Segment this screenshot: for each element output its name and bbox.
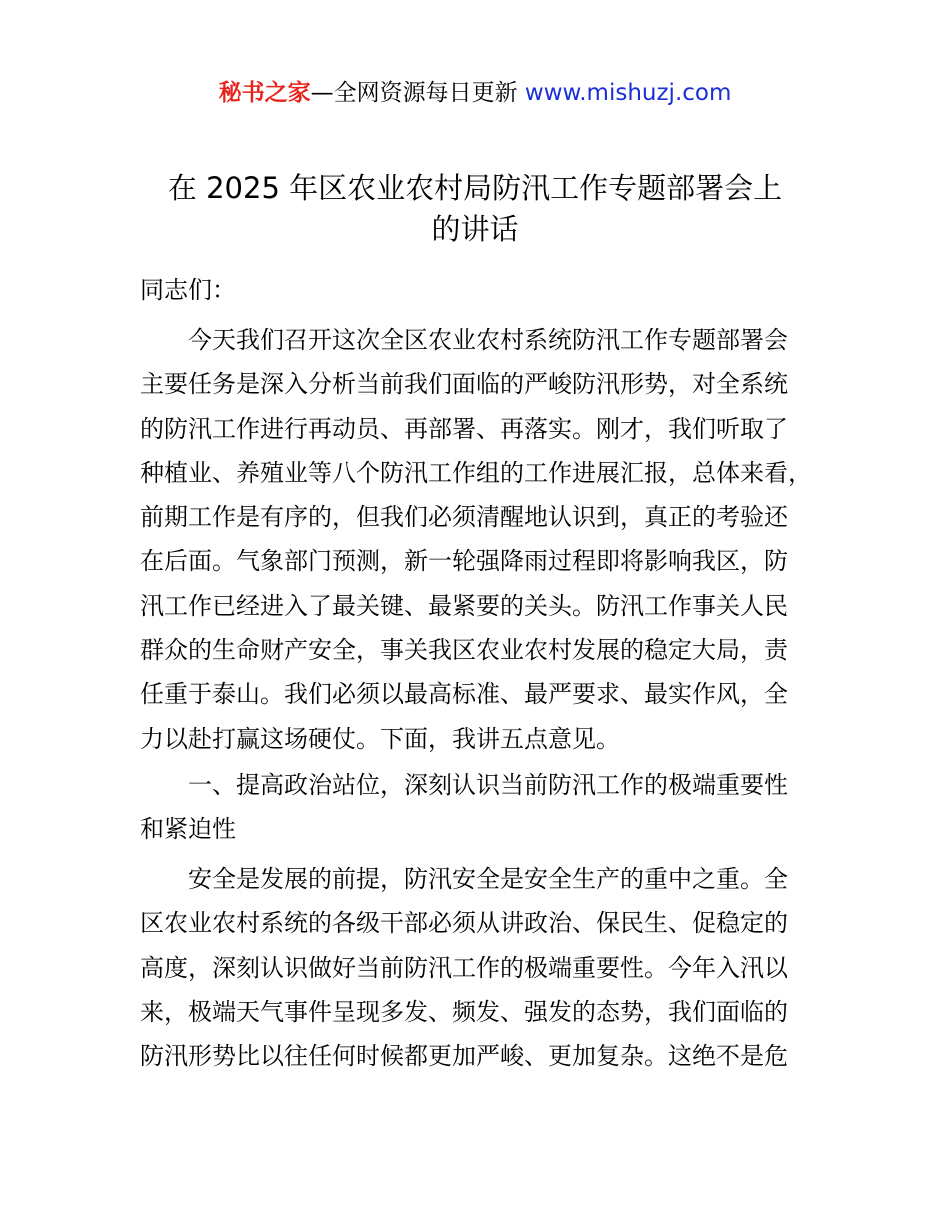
- site-header: [0, 76, 950, 110]
- brand-name: 秘书之家: [218, 80, 311, 106]
- paragraph-line: 防汛形势比以往任何时候都更加严峻、更加复杂。这绝不是危: [140, 1042, 788, 1071]
- site-url[interactable]: www.mishuzj.com: [524, 80, 732, 106]
- paragraph-line: 力以赴打赢这场硬仗。下面，我讲五点意见。: [140, 724, 620, 753]
- salutation-text: 同志们：: [140, 276, 236, 304]
- title-line-1: 在 2025 年区农业农村局防汛工作专题部署会上: [167, 171, 783, 205]
- salutation: [140, 268, 830, 312]
- header-tagline: —全网资源每日更新: [310, 80, 525, 106]
- paragraph-line: 来，极端天气事件呈现多发、频发、强发的态势，我们面临的: [140, 997, 788, 1026]
- paragraph-line: 种植业、养殖业等八个防汛工作组的工作进展汇报，总体来看，: [140, 458, 812, 487]
- section-heading-1: [140, 763, 830, 852]
- title-line-2: 的讲话: [431, 212, 519, 246]
- paragraph-line: 安全是发展的前提，防汛安全是安全生产的重中之重。全: [188, 865, 788, 893]
- paragraph-line: 在后面。气象部门预测，新一轮强降雨过程即将影响我区，防: [140, 547, 788, 576]
- paragraph-1: [140, 318, 830, 761]
- paragraph-line: 群众的生命财产安全，事关我区农业农村发展的稳定大局，责: [140, 636, 788, 665]
- paragraph-line: 前期工作是有序的，但我们必须清醒地认识到，真正的考验还: [140, 503, 788, 532]
- section-heading-line: 一、提高政治站位，深刻认识当前防汛工作的极端重要性: [188, 771, 788, 799]
- document-title: [120, 168, 830, 250]
- paragraph-line: 区农业农村系统的各级干部必须从讲政治、保民生、促稳定的: [140, 909, 788, 938]
- section-heading-line: 和紧迫性: [140, 815, 236, 844]
- paragraph-line: 任重于泰山。我们必须以最高标准、最严要求、最实作风，全: [140, 680, 788, 709]
- paragraph-line: 的防汛工作进行再动员、再部署、再落实。刚才，我们听取了: [140, 414, 788, 443]
- paragraph-line: 汛工作已经进入了最关键、最紧要的关头。防汛工作事关人民: [140, 591, 788, 620]
- paragraph-line: 高度，深刻认识做好当前防汛工作的极端重要性。今年入汛以: [140, 953, 788, 982]
- paragraph-2: [140, 857, 830, 1078]
- paragraph-line: 主要任务是深入分析当前我们面临的严峻防汛形势，对全系统: [140, 370, 788, 399]
- paragraph-line: 今天我们召开这次全区农业农村系统防汛工作专题部署会: [188, 326, 788, 354]
